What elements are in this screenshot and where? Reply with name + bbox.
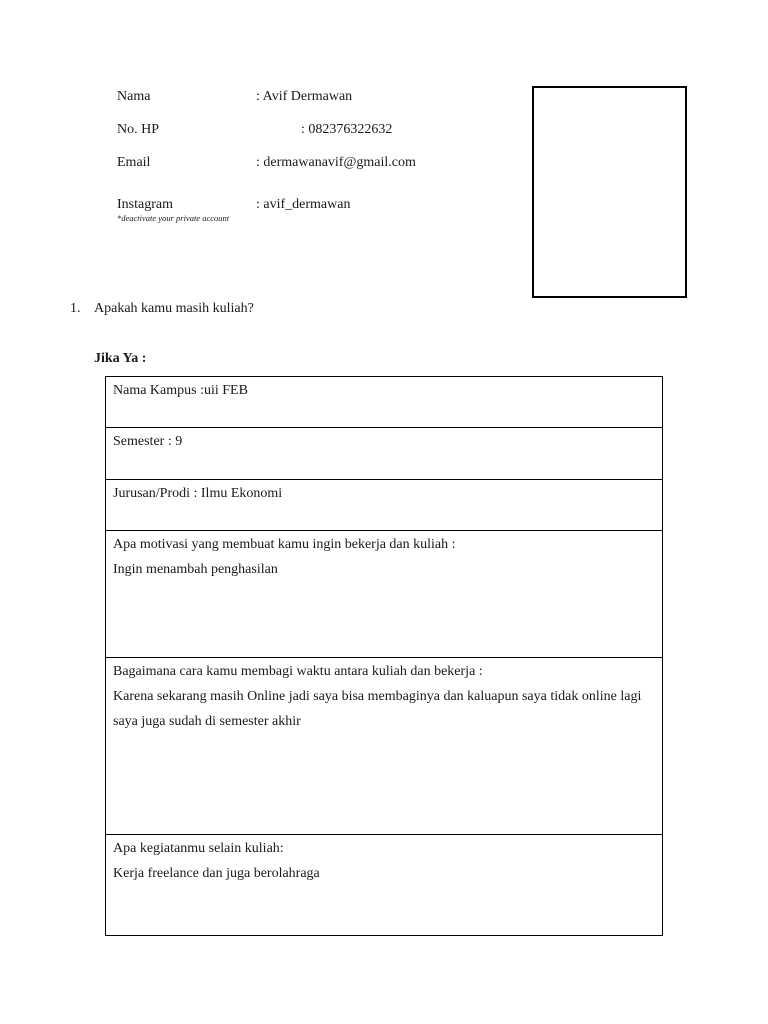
campus-cell	[106, 377, 663, 428]
email-value: : dermawanavif@gmail.com	[256, 155, 416, 170]
table-row-motivation	[106, 531, 663, 658]
time-cell	[106, 658, 663, 835]
question-text: Apakah kamu masih kuliah?	[94, 301, 254, 316]
question-1	[70, 301, 254, 317]
name-value: : Avif Dermawan	[256, 89, 353, 104]
phone-label: No. HP	[117, 122, 160, 137]
answer-table	[105, 376, 663, 936]
table-row-activities	[106, 835, 663, 936]
time-answer: Karena sekarang masih Online jadi saya bisa membaginya dan kaluapun saya tidak online lagi saya juga sudah di semester akhir	[113, 689, 642, 729]
question-number: 1.	[70, 301, 81, 316]
table-row-semester	[106, 428, 663, 480]
if-yes-label: Jika Ya :	[94, 351, 147, 366]
motivation-answer: Ingin menambah penghasilan	[113, 562, 278, 577]
phone-value: : 082376322632	[301, 122, 393, 137]
name-label: Nama	[117, 89, 151, 104]
email-label: Email	[117, 155, 151, 170]
campus-text: Nama Kampus :uii FEB	[113, 383, 248, 398]
table-row-major	[106, 480, 663, 531]
semester-text: Semester : 9	[113, 434, 183, 449]
semester-cell	[106, 428, 663, 480]
motivation-cell	[106, 531, 663, 658]
instagram-value: : avif_dermawan	[256, 197, 351, 212]
table-row-time	[106, 658, 663, 835]
major-cell	[106, 480, 663, 531]
table-row-campus	[106, 377, 663, 428]
activities-cell	[106, 835, 663, 936]
instagram-label: Instagram	[117, 197, 173, 212]
major-text: Jurusan/Prodi : Ilmu Ekonomi	[113, 486, 283, 501]
time-question: Bagaimana cara kamu membagi waktu antara kuliah dan bekerja :	[113, 664, 483, 679]
motivation-question: Apa motivasi yang membuat kamu ingin bekerja dan kuliah :	[113, 537, 456, 552]
activities-question: Apa kegiatanmu selain kuliah:	[113, 841, 284, 856]
instagram-note: *deactivate your private account	[117, 213, 230, 223]
photo-placeholder-box	[532, 86, 687, 298]
activities-answer: Kerja freelance dan juga berolahraga	[113, 866, 320, 881]
